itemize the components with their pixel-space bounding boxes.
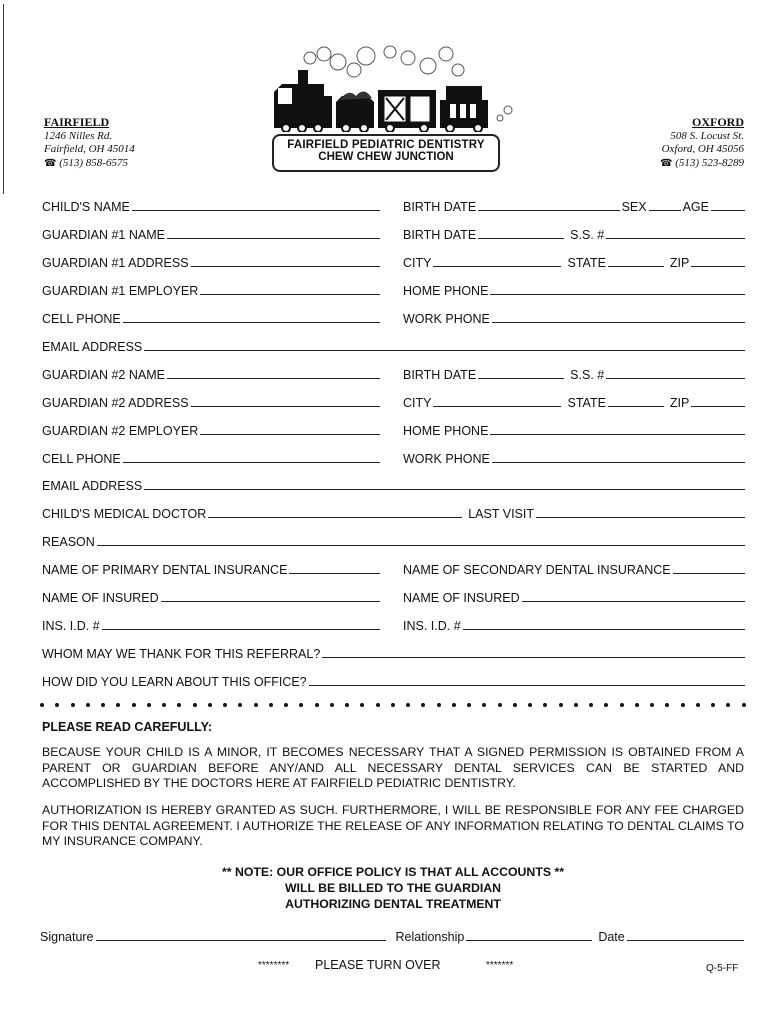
billing-note-line-2: WILL BE BILLED TO THE GUARDIAN: [284, 881, 502, 895]
billing-note-line-3: AUTHORIZING DENTAL TREATMENT: [285, 897, 501, 911]
cell-phone-field[interactable]: [123, 322, 380, 323]
separator-dot: [360, 703, 364, 707]
guardian2-employer-row: [42, 422, 382, 438]
office-phone: (513) 523-8289: [675, 156, 744, 169]
separator-dot: [650, 703, 654, 707]
secondary-insured-row: [403, 589, 747, 605]
separator-dot: [574, 703, 578, 707]
separator-dot: [330, 703, 334, 707]
guardian1-birth-row: [403, 226, 747, 242]
primary-insurance-label: NAME OF PRIMARY DENTAL INSURANCE: [42, 563, 288, 577]
guardian1-employer-label: GUARDIAN #1 EMPLOYER: [42, 284, 199, 298]
zip-field[interactable]: [691, 406, 745, 407]
office-name: OXFORD: [692, 115, 744, 129]
separator-dot: [101, 703, 105, 707]
primary-insurance-row: [42, 561, 382, 577]
logo-subtitle: CHEW CHEW JUNCTION: [318, 151, 454, 163]
birth-date-label: BIRTH DATE: [403, 228, 477, 242]
email-field[interactable]: [144, 350, 745, 351]
separator-dot: [177, 703, 181, 707]
office-city: Fairfield, OH 45014: [44, 143, 135, 155]
guardian1-email-row: [42, 338, 747, 354]
medical-doctor-field[interactable]: [208, 517, 462, 518]
birth-date-field[interactable]: [478, 210, 619, 211]
city-field[interactable]: [433, 406, 561, 407]
oxford-office-address: [660, 116, 744, 170]
turn-over-text: PLEASE TURN OVER: [315, 958, 441, 972]
last-visit-field[interactable]: [536, 517, 745, 518]
separator-dot: [559, 703, 563, 707]
separator-dot: [193, 703, 197, 707]
cell-phone-label: CELL PHONE: [42, 452, 121, 466]
separator-dot: [55, 703, 59, 707]
separator-dot: [254, 703, 258, 707]
referral-label: WHOM MAY WE THANK FOR THIS REFERRAL?: [42, 647, 321, 661]
office-street: 1246 Nilles Rd.: [44, 129, 113, 142]
notice-heading: PLEASE READ CAREFULLY:: [42, 720, 213, 734]
separator-dot: [696, 703, 700, 707]
notice-paragraph-1: BECAUSE YOUR CHILD IS A MINOR, IT BECOMES NECESSARY THAT A SIGNED PERMISSION IS OBTAINED FROM A PARENT OR GUARDIAN BEFORE ANY/AND ALL NECESSARY DENTAL SERVICES CAN BE STARTED AND ACCOMPLISHED BY THE DOCTORS HERE AT FAIRFIELD PEDIATRIC DENTISTRY.: [42, 745, 744, 790]
referral-field[interactable]: [322, 657, 745, 658]
learn-about-label: HOW DID YOU LEARN ABOUT THIS OFFICE?: [42, 675, 307, 689]
guardian2-cell-row: [42, 450, 382, 466]
signature-row: [40, 928, 746, 944]
separator-dot: [147, 703, 151, 707]
separator-dot: [116, 703, 120, 707]
dotted-separator: [40, 700, 746, 710]
billing-note-line-1: ** NOTE: OUR OFFICE POLICY IS THAT ALL ACCOUNTS **: [221, 865, 565, 879]
insured-label: NAME OF INSURED: [42, 591, 159, 605]
guardian2-work-row: [403, 450, 747, 466]
sex-label: SEX: [621, 200, 647, 214]
work-phone-field[interactable]: [492, 322, 745, 323]
secondary-insurance-label: NAME OF SECONDARY DENTAL INSURANCE: [403, 563, 671, 577]
guardian2-name-label: GUARDIAN #2 NAME: [42, 368, 165, 382]
guardian2-name-field[interactable]: [167, 378, 380, 379]
separator-dot: [238, 703, 242, 707]
birth-date-field[interactable]: [478, 378, 564, 379]
guardian2-home-phone-row: [403, 422, 747, 438]
email-field[interactable]: [144, 489, 745, 490]
childs-name-field[interactable]: [132, 210, 380, 211]
separator-dot: [513, 703, 517, 707]
signature-label: Signature: [40, 930, 94, 944]
separator-dot: [208, 703, 212, 707]
guardian2-address-field[interactable]: [191, 406, 380, 407]
zip-field[interactable]: [691, 266, 745, 267]
date-field[interactable]: [627, 940, 744, 941]
ins-id-label: INS. I.D. #: [403, 619, 461, 633]
separator-dot: [315, 703, 319, 707]
zip-label: ZIP: [669, 256, 690, 270]
separator-dot: [620, 703, 624, 707]
separator-dot: [482, 703, 486, 707]
separator-dot: [467, 703, 471, 707]
state-label: STATE: [567, 396, 606, 410]
learn-about-row: [42, 673, 747, 689]
ss-label: S.S. #: [570, 368, 605, 382]
cell-phone-field[interactable]: [123, 462, 380, 463]
guardian2-email-row: [42, 477, 747, 493]
separator-dot: [421, 703, 425, 707]
ins-id-field[interactable]: [463, 629, 745, 630]
secondary-ins-id-row: [403, 617, 747, 633]
separator-dot: [71, 703, 75, 707]
primary-insured-row: [42, 589, 382, 605]
learn-about-field[interactable]: [309, 685, 745, 686]
insured-field[interactable]: [522, 601, 745, 602]
last-visit-label: LAST VISIT: [468, 507, 534, 521]
separator-dot: [345, 703, 349, 707]
primary-insurance-field[interactable]: [289, 573, 380, 574]
guardian2-name-row: [42, 366, 382, 382]
guardian1-employer-field[interactable]: [200, 294, 380, 295]
separator-dot: [376, 703, 380, 707]
sex-field[interactable]: [649, 210, 681, 211]
separator-dot: [40, 703, 44, 707]
city-label: CITY: [403, 256, 432, 270]
separator-dot: [543, 703, 547, 707]
referral-row: [42, 645, 747, 661]
zip-label: ZIP: [669, 396, 690, 410]
state-field[interactable]: [608, 266, 664, 267]
guardian1-address-field[interactable]: [191, 266, 380, 267]
separator-dot: [162, 703, 166, 707]
scan-margin-mark: [3, 4, 4, 194]
email-label: EMAIL ADDRESS: [42, 479, 143, 493]
medical-doctor-label: CHILD'S MEDICAL DOCTOR: [42, 507, 207, 521]
separator-dot: [681, 703, 685, 707]
state-label: STATE: [567, 256, 606, 270]
separator-dot: [223, 703, 227, 707]
office-phone: (513) 858-6575: [59, 156, 128, 169]
work-phone-label: WORK PHONE: [403, 452, 490, 466]
primary-ins-id-row: [42, 617, 382, 633]
billing-note: [42, 864, 744, 912]
home-phone-label: HOME PHONE: [403, 424, 489, 438]
separator-dot: [635, 703, 639, 707]
medical-doctor-row: [42, 505, 747, 521]
relationship-field[interactable]: [466, 940, 592, 941]
notice-paragraph-2: AUTHORIZATION IS HEREBY GRANTED AS SUCH. FURTHERMORE, I WILL BE RESPONSIBLE FOR ANY FEE CHARGED FOR THIS DENTAL AGREEMENT. I AUTHORIZE THE RELEASE OF ANY INFORMATION RELATING TO DENTAL CLAIMS TO MY INSURANCE COMPANY.: [42, 803, 744, 848]
guardian1-name-field[interactable]: [167, 238, 380, 239]
city-label: CITY: [403, 396, 432, 410]
train-logo-icon: [268, 40, 518, 132]
telephone-icon: ☎: [660, 157, 673, 169]
date-label: Date: [598, 930, 625, 944]
separator-dot: [742, 703, 746, 707]
office-street: 508 S. Locust St.: [670, 129, 744, 142]
home-phone-field[interactable]: [490, 434, 745, 435]
separator-dot: [665, 703, 669, 707]
guardian1-name-label: GUARDIAN #1 NAME: [42, 228, 165, 242]
ss-field[interactable]: [606, 378, 745, 379]
office-city: Oxford, OH 45056: [661, 143, 744, 155]
age-field[interactable]: [711, 210, 745, 211]
office-name: FAIRFIELD: [44, 115, 110, 129]
guardian1-cell-row: [42, 310, 382, 326]
ins-id-label: INS. I.D. #: [42, 619, 100, 633]
guardian2-birth-row: [403, 366, 747, 382]
separator-dot: [452, 703, 456, 707]
guardian1-home-phone-row: [403, 282, 747, 298]
telephone-icon: ☎: [44, 157, 57, 169]
fairfield-office-address: [44, 116, 135, 170]
insured-label: NAME OF INSURED: [403, 591, 520, 605]
guardian1-address-row: [42, 254, 382, 270]
separator-dot: [604, 703, 608, 707]
birth-date-label: BIRTH DATE: [403, 368, 477, 382]
reason-label: REASON: [42, 535, 95, 549]
home-phone-label: HOME PHONE: [403, 284, 489, 298]
state-field[interactable]: [608, 406, 664, 407]
insured-field[interactable]: [161, 601, 380, 602]
logo-banner: [272, 134, 500, 172]
city-field[interactable]: [433, 266, 561, 267]
childs-name-row: [42, 198, 382, 214]
cell-phone-label: CELL PHONE: [42, 312, 121, 326]
footer-stars-left: ********: [258, 960, 290, 971]
separator-dot: [406, 703, 410, 707]
secondary-insurance-row: [403, 561, 747, 577]
separator-dot: [299, 703, 303, 707]
separator-dot: [528, 703, 532, 707]
childs-name-label: CHILD'S NAME: [42, 200, 130, 214]
secondary-insurance-field[interactable]: [673, 573, 745, 574]
separator-dot: [437, 703, 441, 707]
guardian1-name-row: [42, 226, 382, 242]
separator-dot: [498, 703, 502, 707]
reason-row: [42, 533, 747, 549]
signature-field[interactable]: [96, 940, 386, 941]
guardian2-address-row: [42, 394, 382, 410]
separator-dot: [391, 703, 395, 707]
home-phone-field[interactable]: [490, 294, 745, 295]
separator-dot: [589, 703, 593, 707]
guardian1-address-label: GUARDIAN #1 ADDRESS: [42, 256, 189, 270]
ss-label: S.S. #: [570, 228, 605, 242]
relationship-label: Relationship: [395, 930, 465, 944]
guardian1-employer-row: [42, 282, 382, 298]
reason-field[interactable]: [97, 545, 745, 546]
ss-field[interactable]: [606, 238, 745, 239]
separator-dot: [726, 703, 730, 707]
guardian2-city-row: [403, 394, 747, 410]
guardian1-work-row: [403, 310, 747, 326]
guardian2-employer-label: GUARDIAN #2 EMPLOYER: [42, 424, 199, 438]
ins-id-field[interactable]: [102, 629, 380, 630]
email-label: EMAIL ADDRESS: [42, 340, 143, 354]
birth-date-field[interactable]: [478, 238, 564, 239]
guardian1-city-row: [403, 254, 747, 270]
logo-title: FAIRFIELD PEDIATRIC DENTISTRY: [287, 139, 485, 151]
guardian2-employer-field[interactable]: [200, 434, 380, 435]
age-label: AGE: [682, 200, 709, 214]
work-phone-field[interactable]: [492, 462, 745, 463]
separator-dot: [86, 703, 90, 707]
footer-stars-right: *******: [486, 960, 514, 971]
separator-dot: [284, 703, 288, 707]
guardian2-address-label: GUARDIAN #2 ADDRESS: [42, 396, 189, 410]
form-code: Q-5-FF: [706, 963, 739, 974]
birth-date-label: BIRTH DATE: [403, 200, 477, 214]
work-phone-label: WORK PHONE: [403, 312, 490, 326]
child-birth-row: [403, 198, 747, 214]
separator-dot: [711, 703, 715, 707]
separator-dot: [269, 703, 273, 707]
separator-dot: [132, 703, 136, 707]
